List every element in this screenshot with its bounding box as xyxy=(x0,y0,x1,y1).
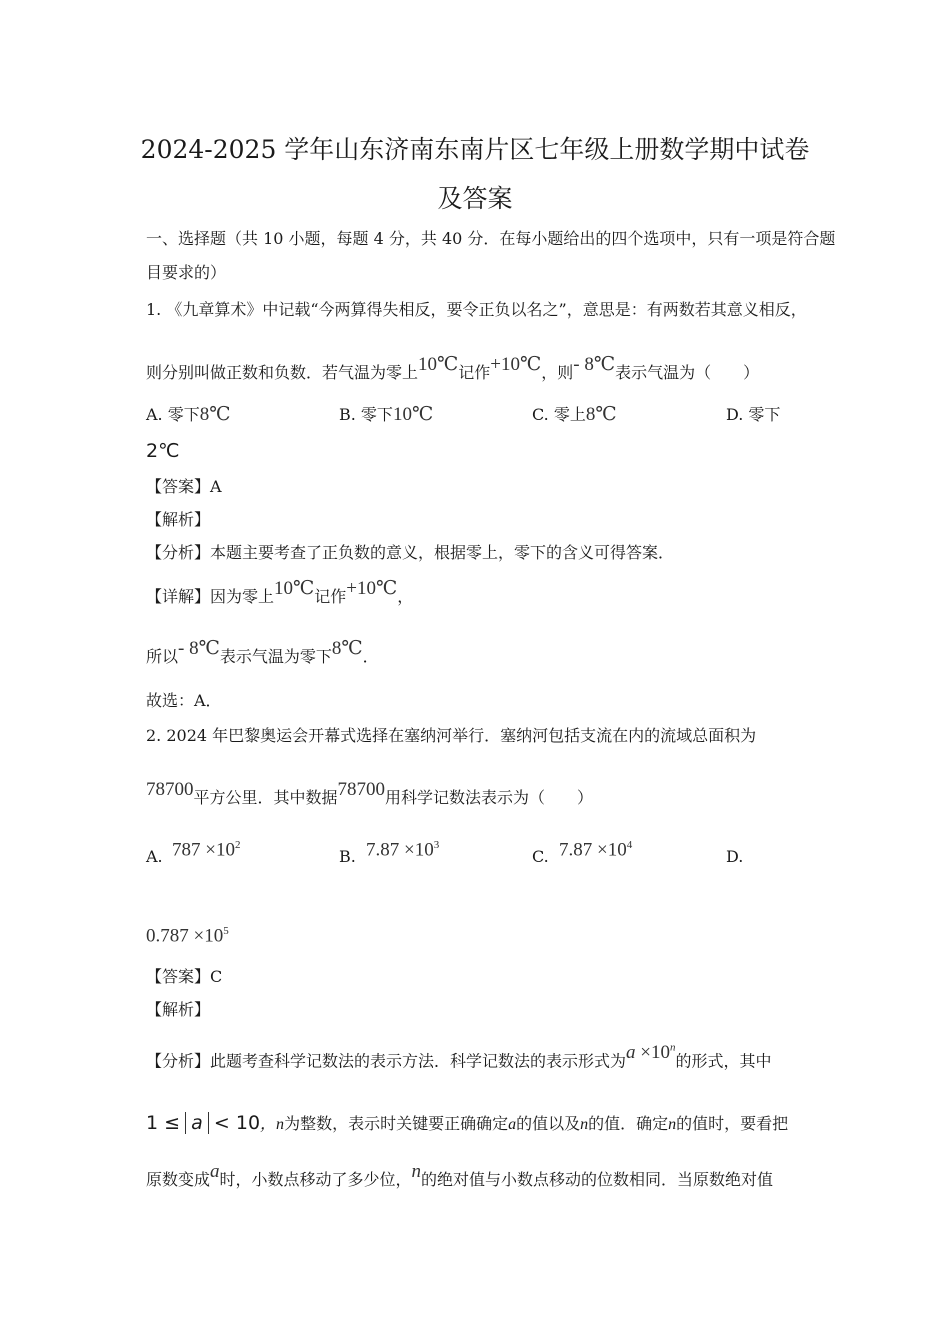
q2-option-a-label: A. xyxy=(146,847,163,866)
q2-cond-a2: a xyxy=(508,1116,517,1133)
q1-stem-math-2: +10℃ xyxy=(490,354,542,375)
q2-analysis-heading: 【解析】 xyxy=(146,1000,211,1019)
q1-suoyi-math-1: - 8℃ xyxy=(178,638,220,659)
q1-stem-math-1: 10℃ xyxy=(418,354,459,375)
q2-last-math-n: n xyxy=(411,1161,422,1182)
section-header-line-1: 一、选择题（共 10 小题，每题 4 分，共 40 分．在每小题给出的四个选项中，只有一项是符合题 xyxy=(146,229,836,248)
q2-last-text-c: 的绝对值与小数点移动的位数相同．当原数绝对值 xyxy=(421,1170,774,1189)
q1-stem-line-1: 1. 《九章算术》中记载“今两算得失相反，要令正负以名之”，意思是：有两数若其意义相反， xyxy=(146,300,807,319)
q1-stem-text-a: 则分别叫做正数和负数．若气温为零上 xyxy=(146,363,419,382)
q2-option-c-exp: 4 xyxy=(626,839,633,851)
q1-option-a-math: 8℃ xyxy=(199,404,231,425)
q1-guxuan: 故选：A． xyxy=(146,691,222,710)
title-line-2: 及答案 xyxy=(437,184,513,213)
q2-stem-text-b: 用科学记数法表示为（ ） xyxy=(385,788,594,807)
title-line-1: 2024-2025 学年山东济南东南片区七年级上册数学期中试卷 xyxy=(140,135,810,164)
q1-suoyi xyxy=(146,638,379,668)
q2-option-a-base: 787 ×10 xyxy=(172,839,235,861)
q2-option-d-base: 0.787 ×10 xyxy=(146,925,224,947)
q2-option-d-label: D. xyxy=(726,847,744,866)
q2-fenxi-math-a: a xyxy=(626,1042,636,1064)
q1-option-c-math: 8℃ xyxy=(585,404,617,425)
q1-option-a xyxy=(146,404,231,426)
q1-detail-math-1: 10℃ xyxy=(274,578,315,599)
q1-detail-text-b: 记作 xyxy=(314,587,347,606)
q2-option-c-label: C. xyxy=(532,847,549,866)
q2-cond-text-4: 的值时，要看把 xyxy=(676,1114,789,1133)
q2-stem-line-1: 2. 2024 年巴黎奥运会开幕式选择在塞纳河举行．塞纳河包括支流在内的流域总面积为 xyxy=(146,726,757,745)
q2-fenxi-math-n: n xyxy=(669,1042,676,1054)
q2-fenxi-math-times: ×10 xyxy=(635,1042,670,1064)
q2-cond-n: ，n xyxy=(260,1116,285,1133)
q2-fenxi xyxy=(146,1042,772,1072)
q1-stem-line-2 xyxy=(146,354,760,384)
q2-cond-text-2: 的值以及 xyxy=(516,1114,581,1133)
q2-option-a-math xyxy=(172,834,240,861)
q2-last-math-a: a xyxy=(210,1161,220,1182)
q1-analysis-heading: 【解析】 xyxy=(146,510,211,529)
q1-answer: 【答案】A xyxy=(146,477,222,496)
q2-stem-line-2 xyxy=(146,779,594,809)
q2-last-text-b: 时，小数点移动了多少位， xyxy=(219,1170,412,1189)
q1-stem-math-3: - 8℃ xyxy=(573,354,616,375)
section-header-line-2: 目要求的） xyxy=(146,263,227,282)
q1-stem-text-d: 表示气温为（ ） xyxy=(615,363,760,382)
q2-answer: 【答案】C xyxy=(146,967,223,986)
q1-suoyi-math-2: 8℃ xyxy=(331,638,363,659)
q1-option-a-label: A. 零下 xyxy=(146,405,200,424)
q2-fenxi-text-b: 的形式，其中 xyxy=(675,1051,772,1071)
q2-stem-math-1: 78700 xyxy=(146,779,194,800)
q2-fenxi-text-a: 【分析】此题考查科学记数法的表示方法．科学记数法的表示形式为 xyxy=(146,1051,627,1071)
q2-last-line xyxy=(146,1161,774,1191)
q1-suoyi-text-a: 所以 xyxy=(146,647,179,666)
q2-option-b-math xyxy=(366,834,439,861)
q2-cond-n2: n xyxy=(580,1116,589,1133)
q2-cond-text-3: 的值．确定 xyxy=(588,1114,669,1133)
q2-cond-one: 1 ≤ xyxy=(146,1112,181,1134)
q2-condition-line xyxy=(146,1112,788,1136)
q1-detail xyxy=(146,578,414,608)
q1-option-c-label: C. 零上 xyxy=(532,405,586,424)
q1-option-d-label: D. 零下 xyxy=(726,405,781,424)
q2-cond-lt: < 10 xyxy=(213,1112,261,1134)
q1-detail-text-a: 【详解】因为零上 xyxy=(146,587,275,606)
q2-option-d-exp: 5 xyxy=(223,925,229,937)
q2-stem-text-a: 平方公里．其中数据 xyxy=(193,788,338,807)
q2-option-b-label: B. xyxy=(339,847,356,866)
q2-option-b-exp: 3 xyxy=(433,839,440,851)
q1-suoyi-text-b: 表示气温为零下 xyxy=(219,647,332,666)
q1-stem-text-b: 记作 xyxy=(458,363,491,382)
q2-stem-math-2: 78700 xyxy=(337,779,386,800)
q2-option-a-exp: 2 xyxy=(234,839,241,851)
q2-option-b-base: 7.87 ×10 xyxy=(366,839,434,861)
q1-fenxi: 【分析】本题主要考查了正负数的意义，根据零上，零下的含义可得答案． xyxy=(146,543,675,562)
q2-option-c-base: 7.87 ×10 xyxy=(559,839,627,861)
q2-option-c-math xyxy=(559,834,632,861)
q1-detail-text-c: ， xyxy=(397,587,414,606)
q1-suoyi-text-c: ． xyxy=(362,647,379,666)
q2-last-text-a: 原数变成 xyxy=(146,1170,211,1189)
q2-option-d-math xyxy=(146,920,229,947)
q1-stem-text-c: ，则 xyxy=(541,363,574,382)
q1-option-c xyxy=(532,404,617,426)
q1-option-d-math: 2℃ xyxy=(146,440,180,462)
q2-cond-abs-a: a xyxy=(185,1112,209,1134)
q1-option-b xyxy=(339,404,433,426)
q2-cond-n3: n xyxy=(668,1116,677,1133)
q2-cond-text-1: 为整数，表示时关键要正确确定 xyxy=(284,1114,509,1133)
q1-option-b-math: 10℃ xyxy=(392,404,434,425)
q1-detail-math-2: +10℃ xyxy=(346,578,398,599)
q1-option-b-label: B. 零下 xyxy=(339,405,393,424)
q2-fenxi-math xyxy=(626,1042,675,1063)
